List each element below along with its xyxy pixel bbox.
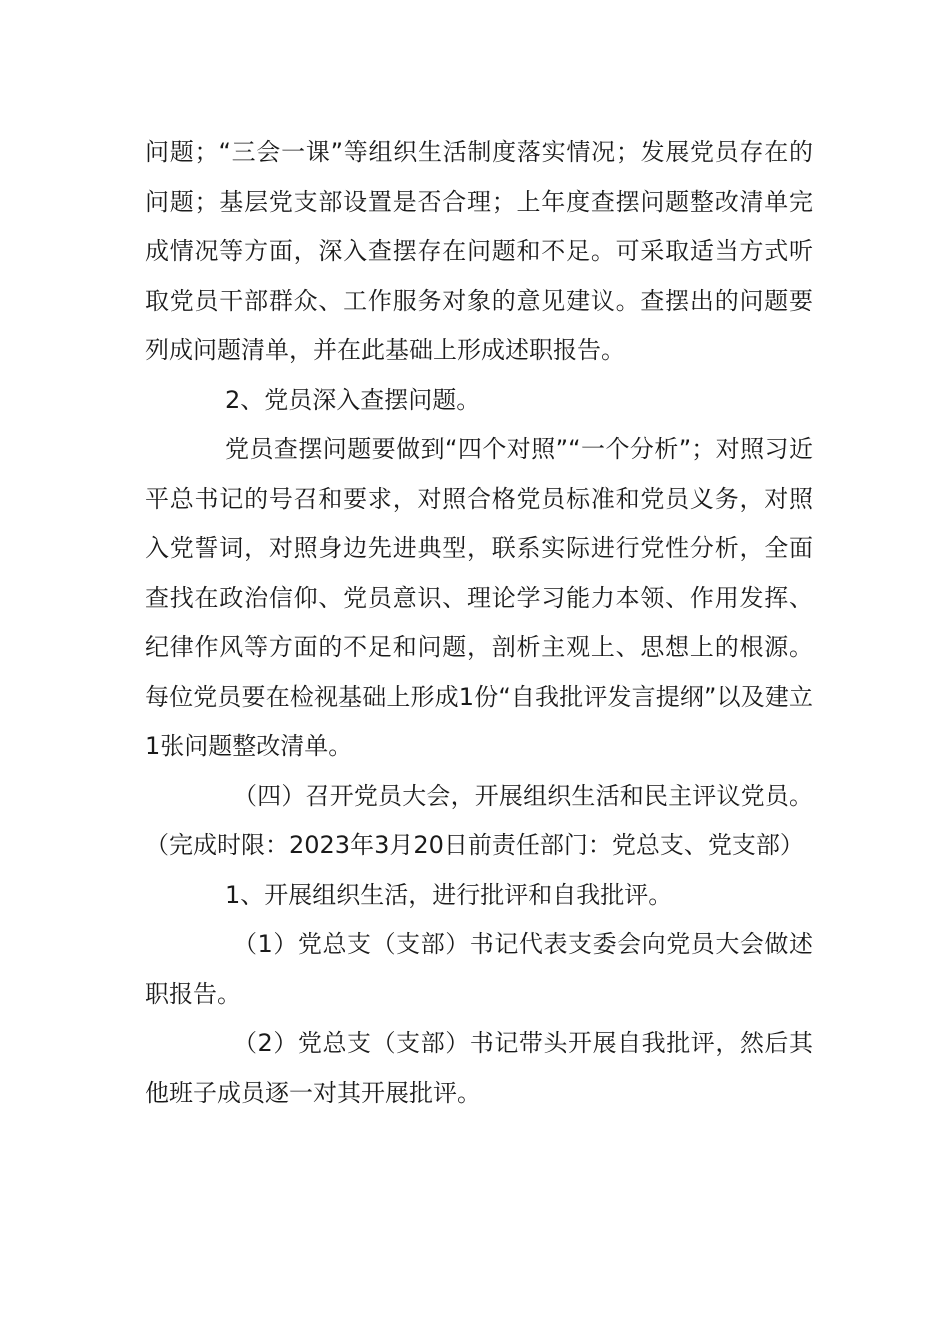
paragraph-item-2: （2）党总支（支部）书记带头开展自我批评，然后其他班子成员逐一对其开展批评。 [145, 1029, 813, 1107]
paragraph-problem-list: 问题；“三会一课”等组织生活制度落实情况；发展党员存在的问题；基层党支部设置是否合理；上年度查摆问题整改清单完成情况等方面，深入查摆存在问题和不足。可采取适当方式听取党员干部群众、工作服务对象的意见建议。查摆出的问题要列成问题清单，并在此基础上形成述职报告。 [145, 138, 813, 364]
paragraph-heading-organizational-life: 1、开展组织生活，进行批评和自我批评。 [225, 880, 673, 909]
paragraph-section-four-heading: （四）召开党员大会，开展组织生活和民主评议党员。（完成时限：2023年3月20日前责任部门：党总支、党支部） [145, 781, 813, 859]
paragraph-heading-party-member-review: 2、党员深入查摆问题。 [225, 385, 481, 414]
paragraph-item-1: （1）党总支（支部）书记代表支委会向党员大会做述职报告。 [145, 930, 813, 1008]
document-body [145, 128, 813, 1118]
paragraph-four-comparisons: 党员查摆问题要做到“四个对照”“一个分析”；对照习近平总书记的号召和要求，对照合格党员标准和党员义务，对照入党誓词，对照身边先进典型，联系实际进行党性分析，全面查找在政治信仰、党员意识、理论学习能力本领、作用发挥、纪律作风等方面的不足和问题，剖析主观上、思想上的根源。每位党员要在检视基础上形成1份“自我批评发言提纲”以及建立1张问题整改清单。 [145, 435, 813, 760]
